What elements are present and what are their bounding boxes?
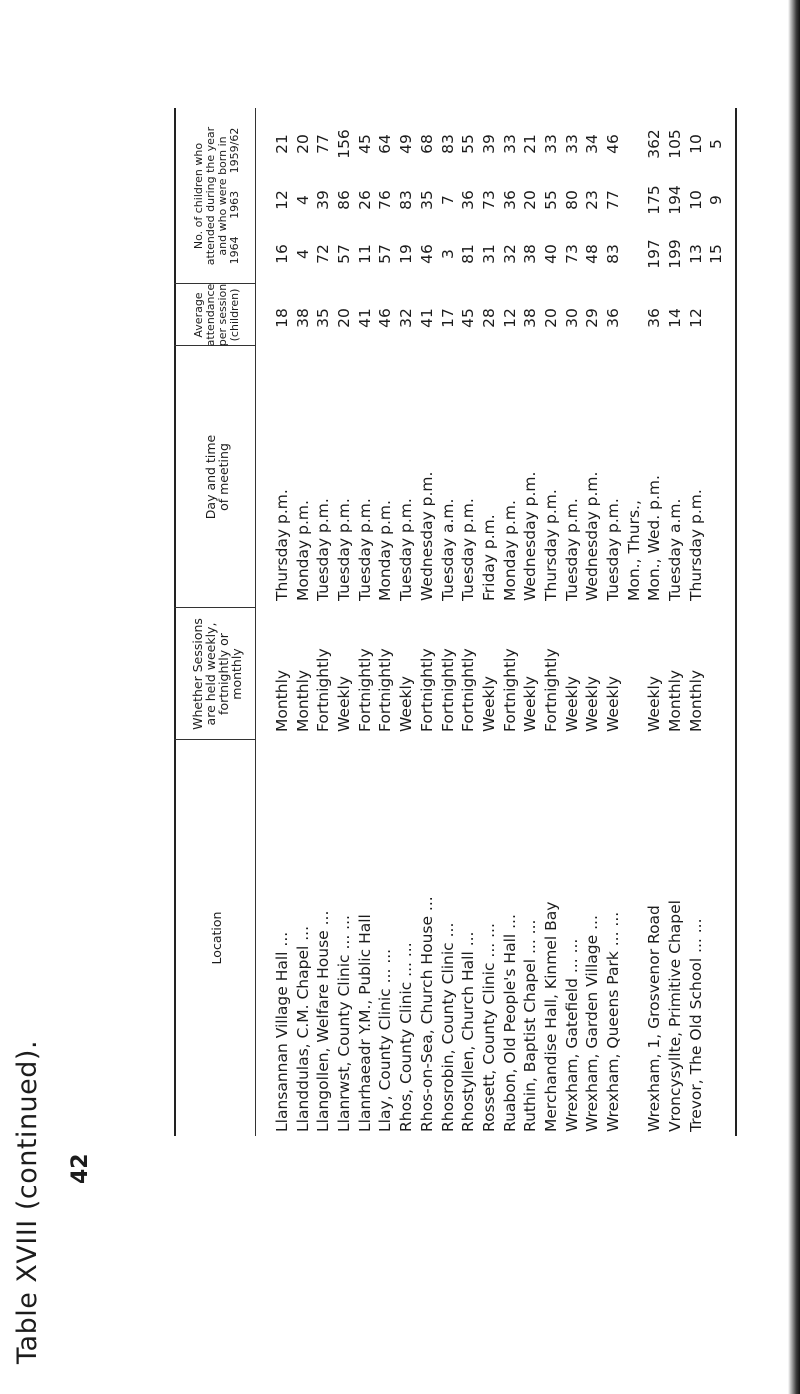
count-1963-cell: 194 [666, 185, 685, 215]
frequency-cell: Fortnightly [438, 648, 457, 732]
frequency-cell: Monthly [293, 669, 312, 732]
attendance-cell: 35 [314, 308, 333, 328]
frequency-cell: Fortnightly [459, 648, 478, 732]
header-day-time: Day and time of meeting [202, 434, 231, 520]
bottom-rule [735, 108, 737, 1136]
count-1963-cell: 12 [273, 190, 291, 210]
frequency-cell: Weekly [397, 676, 416, 732]
attendance-cell: 30 [562, 308, 581, 328]
count-1963-cell: 175 [645, 185, 664, 215]
location-cell: Merchandise Hall, Kinmel Bay [541, 901, 560, 1132]
count-1963-cell: 77 [604, 190, 622, 210]
location-cell: Llanrwst, County Clinic ... ... [335, 915, 354, 1132]
page-number: 42 [68, 1153, 93, 1184]
frequency-cell: Fortnightly [314, 648, 333, 732]
table-row [417, 108, 438, 1136]
table-row [375, 108, 396, 1136]
frequency-cell: Fortnightly [376, 648, 395, 732]
frequency-cell: Weekly [645, 676, 664, 732]
count-1959-62-cell: 10 [686, 134, 705, 154]
count-1959-62-cell: 49 [397, 134, 416, 154]
count-1959-62-cell: 20 [293, 134, 312, 154]
attendance-cell: 36 [645, 308, 664, 328]
frequency-cell: Fortnightly [500, 648, 519, 732]
count-1964-cell: 19 [397, 244, 416, 264]
frequency-cell: Fortnightly [417, 648, 436, 732]
location-cell: Rhosrobin, County Clinic ... [438, 922, 457, 1132]
table-row [582, 108, 603, 1136]
table-row [293, 108, 314, 1136]
day-time-cell: Monday p.m. [293, 500, 312, 601]
frequency-cell: Weekly [583, 676, 602, 732]
day-time-cell: Tuesday p.m. [459, 498, 478, 601]
day-time-cell: Wednesday p.m. [417, 471, 436, 601]
header-year-1964: 1964 [227, 236, 241, 265]
table-row [520, 108, 541, 1136]
count-1959-62-cell: 34 [583, 134, 602, 154]
count-1964-cell: 81 [459, 244, 478, 264]
count-1963-cell: 55 [541, 190, 560, 210]
attendance-cell: 38 [521, 308, 540, 328]
count-1963-cell: 26 [355, 190, 374, 210]
attendance-cell: 17 [438, 308, 457, 328]
location-cell: Vroncysyllte, Primitive Chapel [666, 900, 685, 1132]
count-1963-cell: 23 [583, 190, 602, 210]
table-caption: Table XVIII (continued). [12, 1039, 43, 1364]
count-1963-cell: 39 [314, 190, 333, 210]
header-location: Location [209, 911, 224, 965]
count-1959-62-cell: 55 [459, 134, 478, 154]
count-1964-cell: 15 [707, 244, 726, 264]
data-table [174, 108, 737, 1136]
count-1963-cell: 35 [417, 190, 436, 210]
table-row [479, 108, 500, 1136]
location-cell: Ruthin, Baptist Chapel ... ... [521, 919, 540, 1132]
location-cell: Rhos-on-Sea, Church House ... [417, 896, 436, 1132]
frequency-cell: Weekly [562, 676, 581, 732]
day-time-cell: Tuesday p.m. [397, 498, 416, 601]
count-1959-62-cell: 77 [314, 134, 333, 154]
count-1959-62-cell: 68 [417, 134, 436, 154]
count-1964-cell: 199 [666, 239, 685, 269]
table-row [458, 108, 479, 1136]
day-time-cell: Monday p.m. [376, 500, 395, 601]
count-1964-cell: 46 [417, 244, 436, 264]
location-cell: Wrexham, Queens Park ... ... [604, 911, 622, 1132]
location-cell: Rossett, County Clinic ... ... [479, 923, 498, 1132]
frequency-cell: Monthly [686, 669, 705, 732]
count-1964-cell: 197 [645, 239, 664, 269]
count-1964-cell: 40 [541, 244, 560, 264]
count-1959-62-cell: 83 [438, 134, 457, 154]
count-1959-62-cell: 105 [666, 129, 685, 159]
attendance-cell: 12 [500, 308, 519, 328]
location-cell: Llanrhaeadr Y.M., Public Hall [355, 914, 374, 1132]
attendance-cell: 36 [604, 308, 622, 328]
location-cell: Llansannan Village Hall ... [273, 931, 291, 1132]
count-1963-cell: 4 [293, 195, 312, 205]
day-time-cell: Mon., Thurs., [624, 500, 643, 601]
day-time-cell: Wednesday p.m. [583, 471, 602, 601]
frequency-cell: Fortnightly [355, 648, 374, 732]
day-time-cell: Tuesday p.m. [335, 498, 354, 601]
day-time-cell: Thursday p.m. [541, 489, 560, 601]
day-time-cell: Thursday p.m. [273, 489, 291, 601]
table-row [706, 108, 727, 1136]
location-cell: Ruabon, Old People's Hall ... [500, 914, 519, 1132]
count-1964-cell: 32 [500, 244, 519, 264]
count-1963-cell: 10 [686, 190, 705, 210]
count-1964-cell: 13 [686, 244, 705, 264]
attendance-cell: 38 [293, 308, 312, 328]
attendance-cell: 46 [376, 308, 395, 328]
count-1959-62-cell: 33 [541, 134, 560, 154]
location-cell: Llanddulas, C.M. Chapel ... [293, 925, 312, 1132]
day-time-cell: Tuesday a.m. [438, 498, 457, 601]
count-1963-cell: 86 [335, 190, 354, 210]
top-rule [174, 108, 176, 1136]
day-time-cell: Monday p.m. [500, 500, 519, 601]
attendance-cell: 41 [355, 308, 374, 328]
attendance-cell: 32 [397, 308, 416, 328]
count-1963-cell: 73 [479, 190, 498, 210]
table-row [396, 108, 417, 1136]
frequency-cell: Weekly [479, 676, 498, 732]
count-1959-62-cell: 156 [335, 129, 354, 159]
count-1963-cell: 83 [397, 190, 416, 210]
table-row [272, 108, 293, 1136]
count-1959-62-cell: 45 [355, 134, 374, 154]
table-row [603, 108, 624, 1136]
count-1959-62-cell: 33 [500, 134, 519, 154]
day-time-cell: Thursday p.m. [686, 489, 705, 601]
attendance-cell: 14 [666, 308, 685, 328]
day-time-cell: Tuesday p.m. [604, 498, 622, 601]
location-cell: Wrexham, 1, Grosvenor Road [645, 905, 664, 1132]
count-1964-cell: 16 [273, 244, 291, 264]
attendance-cell: 12 [686, 308, 705, 328]
count-1964-cell: 57 [335, 244, 354, 264]
count-1959-62-cell: 21 [273, 134, 291, 154]
count-1963-cell: 20 [521, 190, 540, 210]
attendance-cell: 41 [417, 308, 436, 328]
day-time-cell: Tuesday p.m. [314, 498, 333, 601]
location-cell: Llangollen, Welfare House ... [314, 910, 333, 1132]
location-cell: Trevor, The Old School ... ... [686, 918, 705, 1132]
count-1959-62-cell: 5 [707, 139, 726, 149]
count-1964-cell: 73 [562, 244, 581, 264]
header-frequency: Whether Sessions are held weekly, fortnightly or monthly [189, 618, 244, 730]
day-time-cell: Tuesday p.m. [562, 498, 581, 601]
frequency-cell: Fortnightly [541, 648, 560, 732]
table-row [624, 108, 645, 1136]
header-year-1959-62: 1959/62 [227, 127, 241, 174]
location-cell: Llay, County Clinic ... ... [376, 948, 395, 1132]
count-1963-cell: 7 [438, 195, 457, 205]
frequency-cell: Weekly [604, 676, 622, 732]
table-row [334, 108, 355, 1136]
count-1963-cell: 36 [459, 190, 478, 210]
location-cell: Wrexham, Gatefield ... ... [562, 938, 581, 1132]
day-time-cell: Mon., Wed. p.m. [645, 475, 664, 601]
header-rule [255, 108, 256, 1136]
attendance-cell: 29 [583, 308, 602, 328]
count-1959-62-cell: 362 [645, 129, 664, 159]
count-1959-62-cell: 33 [562, 134, 581, 154]
header-children-born: No. of children who attended during the year and who were born in 1964 1963 1959/62 [191, 126, 241, 266]
day-time-cell: Friday p.m. [479, 514, 498, 601]
table-row [500, 108, 521, 1136]
count-1964-cell: 83 [604, 244, 622, 264]
count-1964-cell: 4 [293, 249, 312, 259]
count-1959-62-cell: 64 [376, 134, 395, 154]
attendance-cell: 28 [479, 308, 498, 328]
count-1963-cell: 36 [500, 190, 519, 210]
day-time-cell: Wednesday p.m. [521, 471, 540, 601]
attendance-cell: 18 [273, 308, 291, 328]
count-1963-cell: 9 [707, 195, 726, 205]
count-1964-cell: 3 [438, 249, 457, 259]
table-row [644, 108, 665, 1136]
frequency-cell: Monthly [666, 669, 685, 732]
count-1964-cell: 31 [479, 244, 498, 264]
attendance-cell: 45 [459, 308, 478, 328]
count-1964-cell: 38 [521, 244, 540, 264]
location-cell: Rhos, County Clinic ... ... [397, 942, 416, 1132]
day-time-cell: Tuesday p.m. [355, 498, 374, 601]
table-row [355, 108, 376, 1136]
attendance-cell: 20 [541, 308, 560, 328]
table-body [272, 108, 727, 1136]
count-1959-62-cell: 46 [604, 134, 622, 154]
header-year-1963: 1963 [227, 190, 241, 219]
attendance-cell: 20 [335, 308, 354, 328]
count-1964-cell: 11 [355, 244, 374, 264]
count-1959-62-cell: 21 [521, 134, 540, 154]
frequency-cell: Weekly [521, 676, 540, 732]
count-1964-cell: 72 [314, 244, 333, 264]
table-row [541, 108, 562, 1136]
header-attendance: Average attendance per session (children) [191, 283, 241, 347]
table-row [438, 108, 459, 1136]
count-1964-cell: 57 [376, 244, 395, 264]
table-row [665, 108, 686, 1136]
table-row [313, 108, 334, 1136]
location-cell: Wrexham, Garden Village ... [583, 915, 602, 1132]
location-cell: Rhostyllen, Church Hall ... [459, 931, 478, 1132]
table-row [686, 108, 707, 1136]
frequency-cell: Weekly [335, 676, 354, 732]
count-1963-cell: 80 [562, 190, 581, 210]
day-time-cell: Tuesday a.m. [666, 498, 685, 601]
table-row [562, 108, 583, 1136]
frequency-cell: Monthly [273, 669, 291, 732]
count-1964-cell: 48 [583, 244, 602, 264]
count-1959-62-cell: 39 [479, 134, 498, 154]
count-1963-cell: 76 [376, 190, 395, 210]
